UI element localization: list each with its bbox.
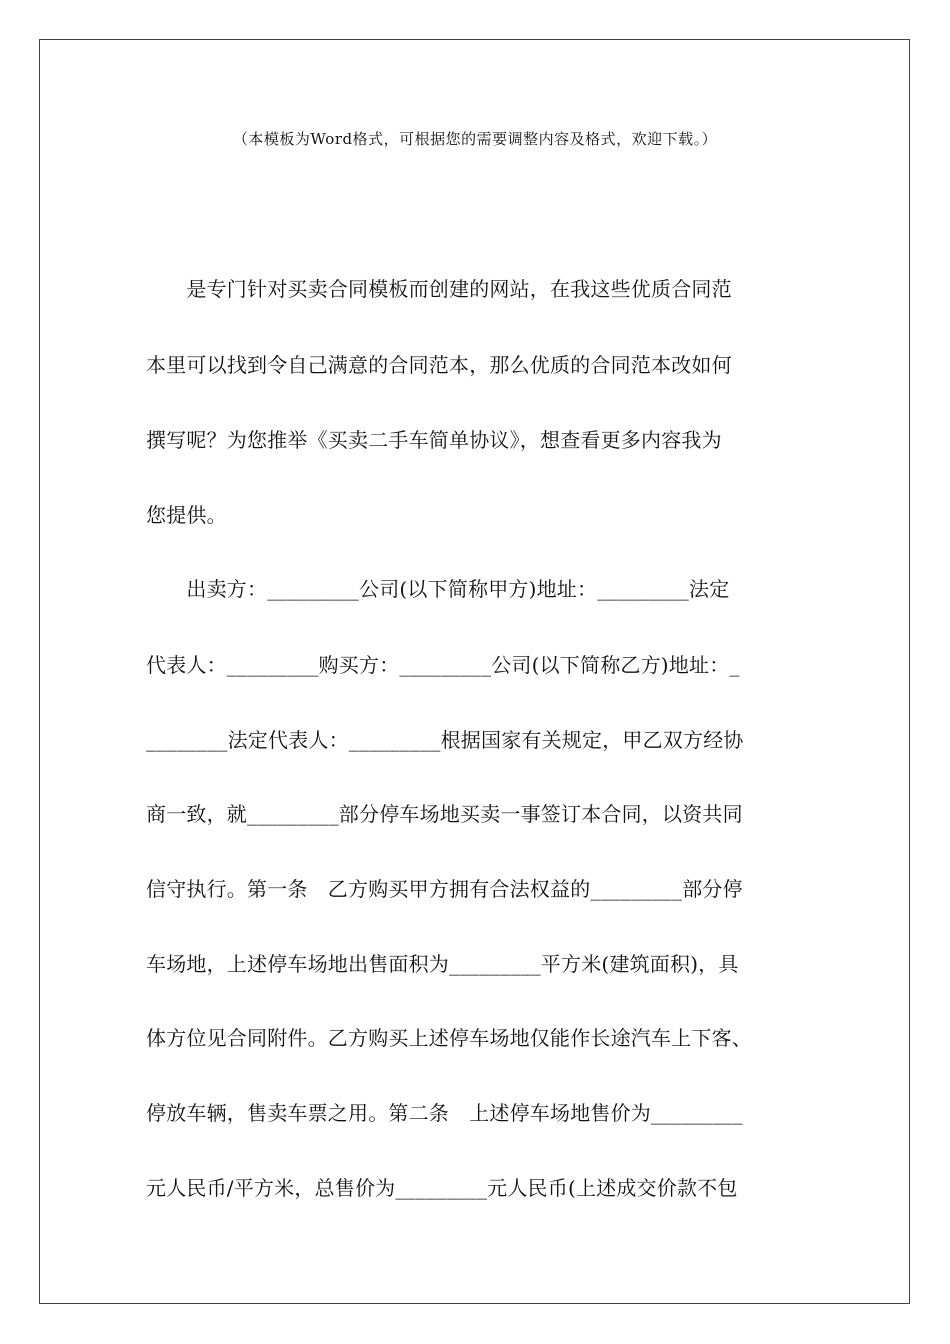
body-line-6: 代表人：_________购买方：_________公司(以下简称乙方)地址：_: [146, 653, 740, 677]
body-line-3: 撰写呢？为您推举《买卖二手车简单协议》，想查看更多内容我为: [146, 428, 722, 452]
body-line-1: 是专门针对买卖合同模板而创建的网站，在我这些优质合同范: [146, 277, 732, 301]
body-line-2: 本里可以找到令自己满意的合同范本，那么优质的合同范本改如何: [146, 353, 732, 377]
body-line-7: ________法定代表人：_________根据国家有关规定，甲乙双方经协: [146, 728, 744, 752]
body-line-12: 停放车辆，售卖车票之用。第二条 上述停车场地售价为_________: [146, 1101, 743, 1125]
body-line-8: 商一致，就_________部分停车场地买卖一事签订本合同，以资共同: [146, 802, 743, 826]
body-line-4: 您提供。: [146, 503, 227, 527]
body-line-11: 体方位见合同附件。乙方购买上述停车场地仅能作长途汽车上下客、: [146, 1026, 752, 1050]
body-line-10: 车场地，上述停车场地出售面积为_________平方米(建筑面积)，具: [146, 952, 739, 976]
body-line-5: 出卖方：_________公司(以下简称甲方)地址：_________法定: [146, 577, 730, 601]
template-notice: （本模板为Word格式，可根据您的需要调整内容及格式，欢迎下载。）: [232, 130, 718, 148]
body-line-9: 信守执行。第一条 乙方购买甲方拥有合法权益的_________部分停: [146, 877, 743, 901]
body-line-13: 元人民币/平方米，总售价为_________元人民币(上述成交价款不包: [146, 1176, 738, 1200]
